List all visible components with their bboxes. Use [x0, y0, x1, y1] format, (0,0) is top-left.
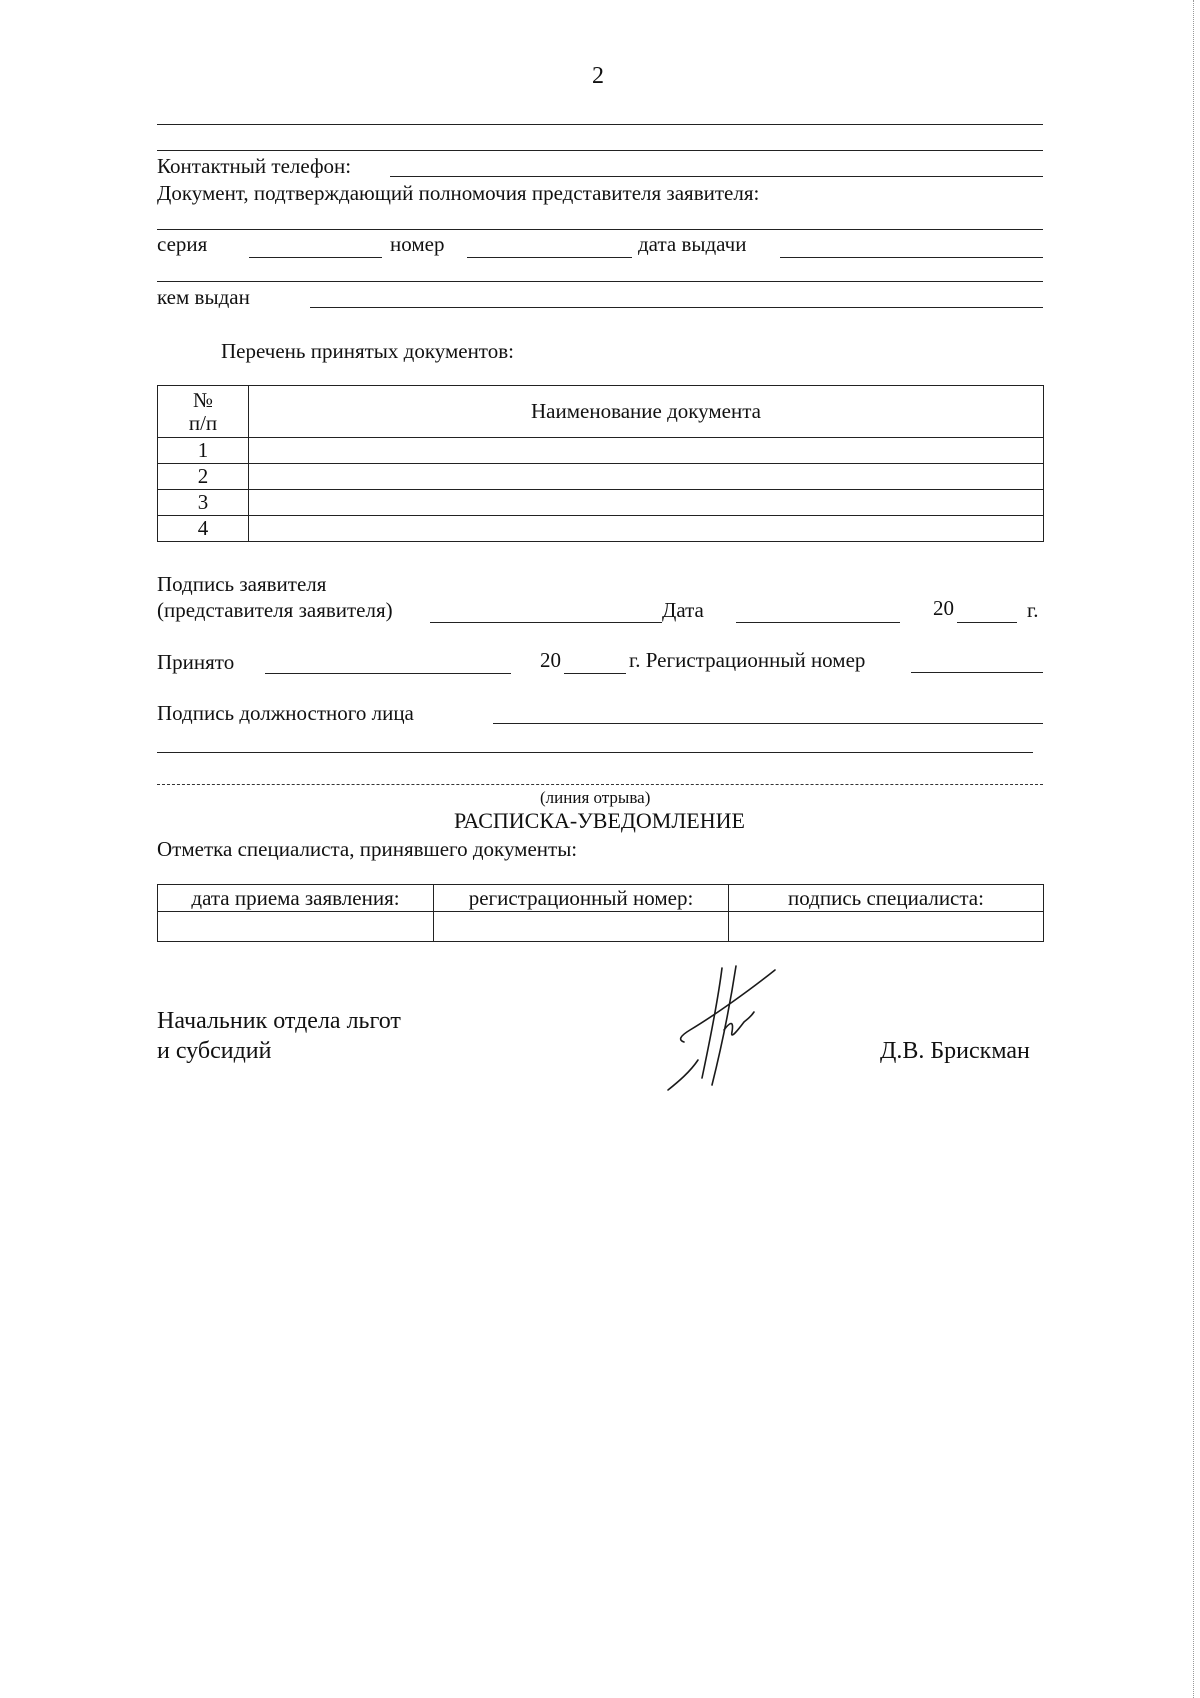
issued-by-label: кем выдан — [157, 285, 250, 309]
signature-title-line2: и субсидий — [157, 1038, 272, 1064]
row-number: 1 — [158, 438, 249, 464]
accepted-label: Принято — [157, 650, 235, 674]
year-suffix: г. — [1027, 598, 1039, 622]
table-row — [158, 490, 1044, 516]
series-field[interactable] — [249, 257, 382, 258]
applicant-sign-line2: (представителя заявителя) — [157, 598, 393, 622]
col-no-line1: № — [192, 387, 214, 412]
receipt-reg-number-cell[interactable] — [434, 912, 729, 942]
scan-edge — [1193, 0, 1194, 1698]
reg-number-field[interactable] — [911, 672, 1043, 673]
receipt-date-header: дата приема заявления: — [158, 885, 434, 912]
series-label: серия — [157, 232, 208, 256]
signature-title-line1: Начальник отдела льгот — [157, 1008, 401, 1034]
reg-number-label: г. Регистрационный номер — [629, 648, 866, 672]
table-header-row — [158, 386, 1044, 438]
official-sign-field[interactable] — [493, 723, 1043, 724]
col-no-line2: п/п — [188, 410, 218, 435]
accepted-year-prefix: 20 — [540, 648, 561, 672]
table-row — [158, 516, 1044, 542]
doc-name-cell[interactable] — [249, 490, 1044, 516]
table-row — [158, 464, 1044, 490]
accepted-docs-heading: Перечень принятых документов: — [221, 339, 514, 363]
receipt-table — [157, 884, 1044, 942]
date-field[interactable] — [736, 622, 900, 623]
row-number: 4 — [158, 516, 249, 542]
col-no-header — [158, 386, 249, 438]
tear-line — [157, 784, 1043, 785]
doc-name-cell[interactable] — [249, 516, 1044, 542]
number-field[interactable] — [467, 257, 632, 258]
table-row — [158, 438, 1044, 464]
receipt-signature-header: подпись специалиста: — [729, 885, 1044, 912]
blank-line — [157, 124, 1043, 125]
row-number: 2 — [158, 464, 249, 490]
page-number: 2 — [592, 63, 604, 89]
blank-line — [157, 150, 1043, 151]
applicant-sign-field[interactable] — [430, 622, 662, 623]
tear-line-label: (линия отрыва) — [540, 788, 651, 807]
doc-name-cell[interactable] — [249, 438, 1044, 464]
accepted-field[interactable] — [265, 673, 511, 674]
receipt-title: РАСПИСКА-УВЕДОМЛЕНИЕ — [454, 808, 745, 833]
receipt-reg-number-header: регистрационный номер: — [434, 885, 729, 912]
accepted-year-field[interactable] — [564, 673, 626, 674]
receipt-header-row — [158, 885, 1044, 912]
specialist-mark-label: Отметка специалиста, принявшего документы: — [157, 837, 578, 861]
receipt-data-row — [158, 912, 1044, 942]
doc-name-cell[interactable] — [249, 464, 1044, 490]
applicant-sign-line1: Подпись заявителя — [157, 572, 327, 596]
official-sign-label: Подпись должностного лица — [157, 701, 414, 725]
date-label: Дата — [662, 598, 704, 622]
accepted-docs-table — [157, 385, 1044, 542]
col-name-header: Наименование документа — [249, 386, 1044, 438]
handwritten-signature — [660, 960, 790, 1095]
blank-line — [157, 281, 1043, 282]
receipt-date-cell[interactable] — [158, 912, 434, 942]
receipt-signature-cell[interactable] — [729, 912, 1044, 942]
contact-phone-field[interactable] — [390, 176, 1043, 177]
authority-doc-field[interactable] — [157, 229, 1043, 230]
blank-line — [157, 752, 1033, 753]
signature-name: Д.В. Брискман — [880, 1038, 1030, 1064]
issue-date-label: дата выдачи — [638, 232, 747, 256]
year-prefix: 20 — [933, 596, 954, 620]
issued-by-field[interactable] — [310, 307, 1043, 308]
issue-date-field[interactable] — [780, 257, 1043, 258]
number-label: номер — [390, 232, 445, 256]
authority-doc-label: Документ, подтверждающий полномочия представителя заявителя: — [157, 181, 760, 205]
row-number: 3 — [158, 490, 249, 516]
contact-phone-label: Контактный телефон: — [157, 154, 352, 178]
year-field[interactable] — [957, 622, 1017, 623]
